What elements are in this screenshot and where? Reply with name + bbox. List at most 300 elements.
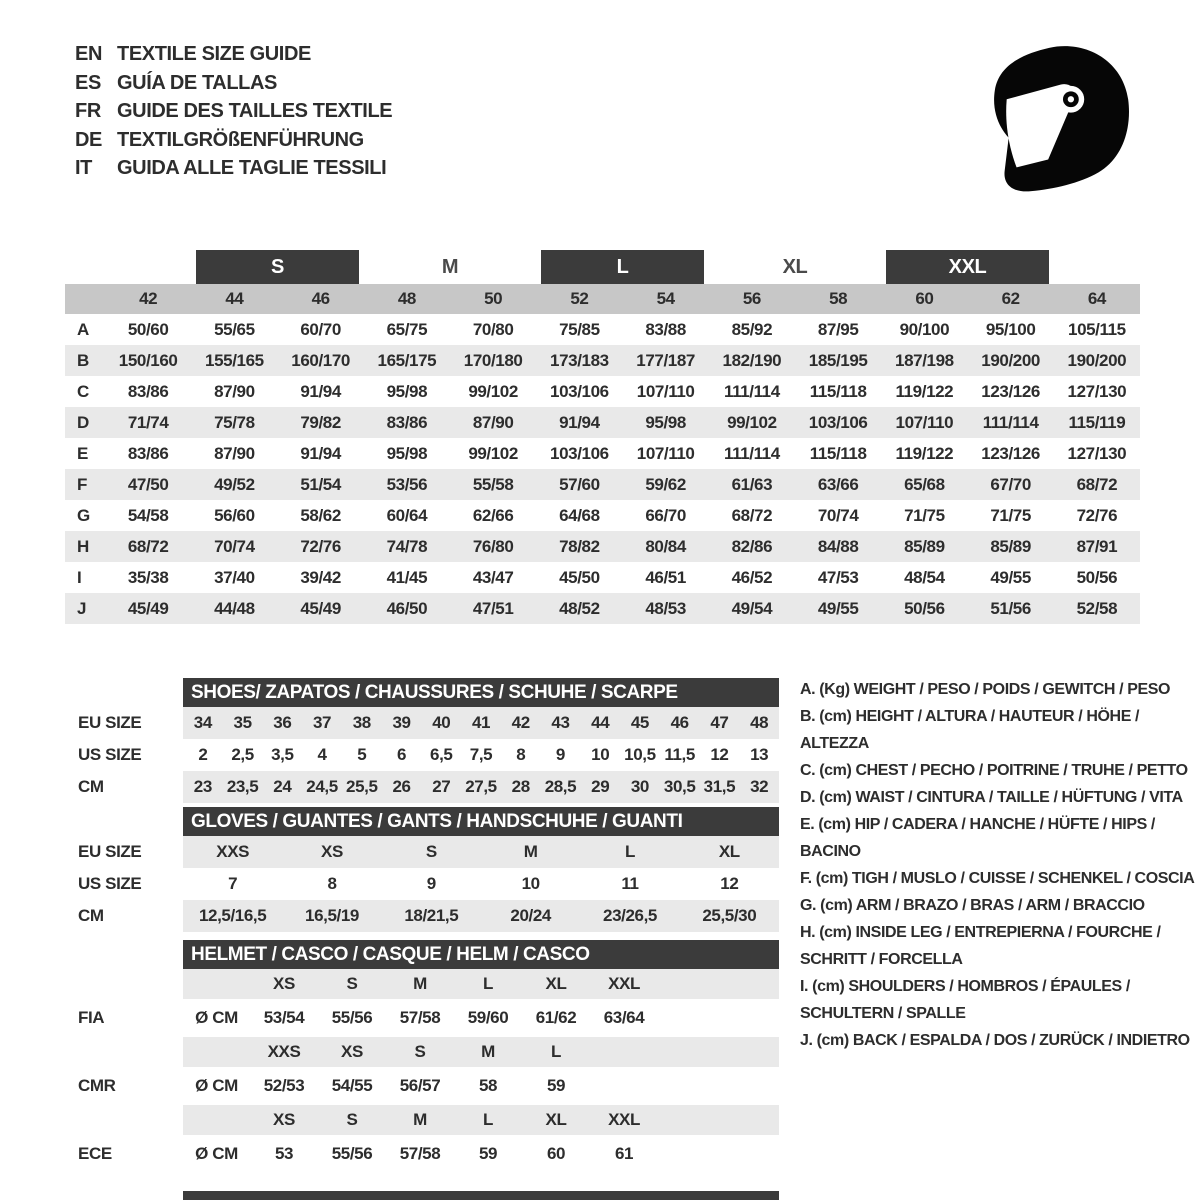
size-value: 6,5 — [430, 745, 453, 764]
size-value: 25,5/30 — [702, 906, 757, 925]
cutoff-section-bar — [183, 1191, 779, 1200]
gloves-size-section — [78, 807, 779, 932]
measure-row-d — [65, 407, 1140, 438]
helmet-values — [183, 1067, 779, 1105]
helmet-value-row — [78, 1067, 779, 1105]
helmet-size-value: 61/62 — [535, 1008, 577, 1027]
numeric-size: 64 — [1087, 289, 1106, 308]
size-value: 23 — [193, 777, 212, 796]
size-value: 37 — [313, 713, 332, 732]
size-value: 26 — [392, 777, 411, 796]
legend-item-b: B. (cm) HEIGHT / ALTURA / HAUTEUR / HÖHE / ALTEZZA — [800, 708, 1140, 752]
measure-cell: 65/68 — [904, 474, 945, 494]
measure-cell: 91/94 — [300, 381, 341, 401]
numeric-size: 56 — [742, 289, 761, 308]
size-value: 10 — [521, 874, 540, 893]
helmet-value-row — [78, 999, 779, 1037]
diameter-unit: Ø CM — [195, 1008, 238, 1027]
measure-row-label: A — [77, 319, 89, 339]
measure-row-j — [65, 593, 1140, 624]
section-row — [78, 836, 779, 868]
measure-cell: 127/130 — [1067, 443, 1127, 463]
measure-cell: 119/122 — [895, 381, 954, 401]
helmet-size-value: 52/53 — [263, 1076, 305, 1095]
language-title: TEXTILGRÖßENFÜHRUNG — [117, 128, 364, 151]
numeric-size: 52 — [570, 289, 589, 308]
row-label-eu-size: EU SIZE — [78, 713, 142, 732]
measure-row-b — [65, 345, 1140, 376]
language-row — [75, 69, 392, 98]
measure-cell: 71/75 — [904, 505, 945, 525]
size-value: 24 — [273, 777, 292, 796]
standard-label-fia: FIA — [78, 1008, 105, 1027]
measure-cell: 49/55 — [990, 567, 1031, 587]
helmet-size-label: L — [483, 974, 493, 993]
measure-cell: 85/89 — [990, 536, 1031, 556]
measure-cell: 85/89 — [904, 536, 945, 556]
measure-row-label: B — [77, 350, 89, 370]
measure-cell: 45/50 — [559, 567, 600, 587]
language-title: TEXTILE SIZE GUIDE — [117, 43, 311, 65]
measure-cell: 91/94 — [559, 412, 600, 432]
measure-cell: 111/114 — [723, 443, 780, 463]
helmet-size-label: S — [414, 1042, 426, 1061]
size-value: 47 — [710, 713, 729, 732]
language-code: DE — [75, 128, 102, 151]
legend-item-i: I. (cm) SHOULDERS / HOMBROS / ÉPAULES / SCHULTERN / SPALLE — [800, 978, 1130, 1022]
helmet-size-value: 60 — [546, 1144, 566, 1163]
section-cells — [183, 836, 779, 868]
measure-cell: 78/82 — [559, 536, 600, 556]
language-code: FR — [75, 100, 101, 122]
legend-item-c: C. (cm) CHEST / PECHO / POITRINE / TRUHE / PETTO — [800, 762, 1188, 779]
diameter-unit: Ø CM — [195, 1076, 238, 1095]
measure-cell: 187/198 — [895, 350, 954, 370]
size-value: 48 — [750, 713, 769, 732]
size-group-row — [65, 250, 1140, 284]
size-group-l: L — [541, 250, 704, 284]
helmet-size-value: 55/56 — [331, 1144, 373, 1163]
measure-cell: 47/51 — [472, 598, 514, 618]
helmet-size-value: 61 — [614, 1144, 634, 1163]
measure-cell: 99/102 — [468, 381, 518, 401]
measure-cell: 99/102 — [468, 443, 518, 463]
measure-cell: 48/54 — [904, 567, 945, 587]
section-row — [78, 900, 779, 932]
helmet-size-header-row — [183, 1105, 779, 1135]
language-row — [75, 126, 392, 155]
language-title: GUIDA ALLE TAGLIE TESSILI — [117, 157, 387, 179]
helmet-size-value: 58 — [478, 1076, 498, 1095]
size-value: 23/26,5 — [603, 906, 657, 925]
size-value: S — [425, 842, 437, 861]
size-value: 16,5/19 — [305, 906, 359, 925]
size-group-m: M — [441, 255, 459, 278]
measure-cell: 95/98 — [386, 443, 428, 463]
measure-cell: 48/52 — [559, 598, 600, 618]
section-cells — [183, 739, 779, 771]
measure-cell: 45/49 — [127, 598, 169, 618]
measure-cell: 55/58 — [472, 474, 514, 494]
standard-label-ece: ECE — [78, 1144, 112, 1163]
size-value: 30,5 — [663, 777, 696, 796]
measure-cell: 84/88 — [817, 536, 859, 556]
size-value: 2,5 — [231, 745, 254, 764]
measure-cell: 160/170 — [291, 350, 350, 370]
measure-cell: 70/80 — [472, 319, 514, 339]
measure-row-e — [65, 438, 1140, 469]
size-value: 4 — [317, 745, 327, 764]
measure-cell: 71/74 — [127, 412, 169, 432]
measure-cell: 87/90 — [214, 443, 255, 463]
measure-row-f — [65, 469, 1140, 500]
measure-cell: 68/72 — [127, 536, 169, 556]
measure-cell: 99/102 — [727, 412, 777, 432]
numeric-size: 54 — [656, 289, 675, 308]
measure-cell: 107/110 — [895, 412, 954, 432]
size-value: XS — [321, 842, 343, 861]
unit-spacer — [183, 1105, 250, 1135]
size-value: 12,5/16,5 — [199, 906, 267, 925]
measure-cell: 103/106 — [550, 381, 609, 401]
measure-cell: 119/122 — [895, 443, 954, 463]
measure-cell: 51/54 — [300, 474, 341, 494]
measure-cell: 53/56 — [386, 474, 428, 494]
measure-cell: 49/55 — [817, 598, 859, 618]
size-group-xl: XL — [782, 255, 808, 278]
size-value: 40 — [432, 713, 451, 732]
language-row — [75, 97, 392, 126]
helmet-size-label: L — [483, 1110, 493, 1129]
standard-label-cmr: CMR — [78, 1076, 116, 1095]
size-value: 24,5 — [306, 777, 338, 796]
measure-cell: 70/74 — [214, 536, 255, 556]
measure-cell: 57/60 — [559, 474, 600, 494]
measure-cell: 56/60 — [214, 505, 255, 525]
legend-item-d: D. (cm) WAIST / CINTURA / TAILLE / HÜFTUNG / VITA — [800, 789, 1183, 806]
numeric-size: 48 — [397, 289, 416, 308]
language-code: ES — [75, 71, 101, 94]
size-value: 13 — [750, 745, 769, 764]
measure-row-label: G — [77, 505, 90, 525]
section-title-shoes: SHOES/ ZAPATOS / CHAUSSURES / SCHUHE / SCARPE — [183, 678, 779, 707]
measure-cell: 49/54 — [731, 598, 773, 618]
size-value: 8 — [516, 745, 526, 764]
size-value: 18/21,5 — [404, 906, 459, 925]
measure-cell: 67/70 — [990, 474, 1031, 494]
measure-cell: 47/53 — [817, 567, 859, 587]
measure-cell: 75/85 — [559, 319, 600, 339]
measure-cell: 103/106 — [550, 443, 609, 463]
measure-cell: 95/98 — [386, 381, 428, 401]
language-code: IT — [75, 157, 92, 179]
measure-row-label: F — [77, 474, 87, 494]
measure-cell: 83/88 — [645, 319, 686, 339]
measurement-legend — [800, 676, 1198, 1054]
helmet-size-value: 59/60 — [467, 1008, 509, 1027]
measure-cell: 177/187 — [636, 350, 695, 370]
helmet-size-value: 53 — [274, 1144, 294, 1163]
legend-item-a: A. (Kg) WEIGHT / PESO / POIDS / GEWITCH / PESO — [800, 681, 1171, 698]
helmet-size-value: 53/54 — [263, 1008, 305, 1027]
size-value: 28,5 — [544, 777, 577, 796]
measure-cell: 82/86 — [731, 536, 773, 556]
measure-cell: 35/38 — [127, 567, 169, 587]
size-value: 41 — [471, 713, 491, 732]
size-value: 9 — [555, 745, 565, 764]
size-value: 38 — [352, 713, 371, 732]
measure-row-label: D — [77, 412, 89, 432]
measure-cell: 71/75 — [990, 505, 1031, 525]
numeric-size: 62 — [1001, 289, 1020, 308]
helmet-size-label: XXS — [267, 1042, 301, 1061]
numeric-size: 58 — [829, 289, 848, 308]
measure-cell: 43/47 — [472, 567, 514, 587]
measure-cell: 70/74 — [817, 505, 859, 525]
measure-cell: 61/63 — [731, 474, 773, 494]
measure-cell: 111/114 — [982, 412, 1039, 432]
size-value: 25,5 — [346, 777, 378, 796]
size-value: 36 — [273, 713, 292, 732]
measure-cell: 66/70 — [645, 505, 686, 525]
size-value: 23,5 — [226, 777, 259, 796]
helmet-size-label: L — [551, 1042, 561, 1061]
size-value: 27,5 — [465, 777, 497, 796]
legend-item-e: E. (cm) HIP / CADERA / HANCHE / HÜFTE / HIPS / BACINO — [800, 816, 1155, 860]
measure-cell: 83/86 — [127, 443, 169, 463]
textile-size-table — [65, 250, 1140, 624]
numeric-size: 44 — [225, 289, 244, 308]
size-value: 31,5 — [703, 777, 736, 796]
section-row — [78, 739, 779, 771]
measure-cell: 185/195 — [808, 350, 868, 370]
size-value: 34 — [193, 713, 212, 732]
measure-cell: 87/90 — [472, 412, 514, 432]
measure-cell: 150/160 — [118, 350, 178, 370]
measure-cell: 123/126 — [981, 443, 1040, 463]
measure-row-h — [65, 531, 1140, 562]
size-value: 39 — [392, 713, 411, 732]
helmet-values — [183, 999, 779, 1037]
helmet-size-label: XS — [341, 1042, 363, 1061]
measure-cell: 60/64 — [386, 505, 428, 525]
section-cells — [183, 868, 779, 900]
helmet-size-value: 57/58 — [399, 1008, 441, 1027]
measure-cell: 91/94 — [300, 443, 341, 463]
size-value: 10,5 — [624, 745, 656, 764]
size-value: 28 — [511, 777, 530, 796]
shoes-size-section — [78, 678, 779, 803]
helmet-size-header-row — [183, 1037, 779, 1067]
measure-cell: 68/72 — [731, 505, 773, 525]
helmet-size-label: XL — [545, 1110, 567, 1129]
numeric-size: 42 — [139, 289, 158, 308]
measure-row-label: I — [77, 567, 82, 587]
size-value: M — [523, 842, 538, 861]
measure-cell: 51/56 — [990, 598, 1031, 618]
language-row — [75, 154, 392, 183]
size-value: 11 — [621, 874, 639, 893]
size-value: 20/24 — [510, 906, 551, 925]
measure-cell: 95/100 — [985, 319, 1036, 339]
size-value: 43 — [551, 713, 570, 732]
diameter-unit: Ø CM — [195, 1144, 238, 1163]
section-row — [78, 771, 779, 803]
measure-cell: 64/68 — [559, 505, 600, 525]
measure-cell: 123/126 — [981, 381, 1040, 401]
helmet-size-label: XXL — [608, 974, 640, 993]
numeric-size-spacer — [65, 284, 105, 314]
measure-cell: 87/95 — [817, 319, 859, 339]
helmet-size-label: XXL — [608, 1110, 640, 1129]
measure-cell: 65/75 — [386, 319, 428, 339]
measure-cell: 37/40 — [214, 567, 255, 587]
measure-cell: 39/42 — [300, 567, 341, 587]
size-value: 5 — [357, 745, 367, 764]
measure-cell: 190/200 — [981, 350, 1040, 370]
measure-row-label: J — [77, 598, 87, 618]
section-cells — [183, 771, 779, 803]
numeric-size: 60 — [915, 289, 934, 308]
legend-item-f: F. (cm) TIGH / MUSLO / CUISSE / SCHENKEL / COSCIA — [800, 870, 1195, 887]
helmet-size-label: XS — [273, 974, 295, 993]
size-value: 46 — [670, 713, 689, 732]
size-value: 3,5 — [271, 745, 294, 764]
measure-cell: 48/53 — [645, 598, 686, 618]
size-value: XXS — [216, 842, 250, 861]
measure-cell: 75/78 — [214, 412, 255, 432]
measure-cell: 41/45 — [386, 567, 428, 587]
measure-cell: 115/118 — [809, 381, 867, 401]
size-value: 12 — [710, 745, 729, 764]
size-value: 45 — [630, 713, 649, 732]
helmet-size-value: 59 — [478, 1144, 498, 1163]
helmet-icon — [982, 40, 1140, 198]
measure-cell: 68/72 — [1076, 474, 1118, 494]
helmet-size-label: XL — [545, 974, 567, 993]
measure-cell: 87/90 — [214, 381, 255, 401]
size-value: 7 — [228, 874, 238, 893]
language-title: GUIDE DES TAILLES TEXTILE — [117, 100, 393, 122]
measure-row-label: C — [77, 381, 89, 401]
measure-cell: 58/62 — [300, 505, 341, 525]
helmet-size-section — [78, 940, 779, 1173]
measure-cell: 54/58 — [127, 505, 169, 525]
measure-cell: 107/110 — [636, 381, 695, 401]
measure-cell: 85/92 — [731, 319, 773, 339]
helmet-size-value: 59 — [546, 1076, 566, 1095]
legend-item-j: J. (cm) BACK / ESPALDA / DOS / ZURÜCK / INDIETRO — [800, 1032, 1190, 1049]
helmet-size-label: S — [346, 974, 358, 993]
legend-item-g: G. (cm) ARM / BRAZO / BRAS / ARM / BRACCIO — [800, 897, 1145, 914]
helmet-size-value: 55/56 — [331, 1008, 373, 1027]
section-row — [78, 868, 779, 900]
measure-cell: 95/98 — [645, 412, 686, 432]
measure-cell: 44/48 — [214, 598, 255, 618]
language-code: EN — [75, 43, 102, 65]
size-value: 10 — [591, 745, 610, 764]
helmet-size-label: M — [413, 1110, 427, 1129]
language-title: GUÍA DE TALLAS — [117, 71, 277, 94]
measure-cell: 50/56 — [904, 598, 945, 618]
numeric-size-row — [65, 284, 1140, 314]
measure-row-label: H — [77, 536, 89, 556]
size-value: 35 — [233, 713, 252, 732]
size-group-s: S — [196, 250, 359, 284]
measure-cell: 80/84 — [645, 536, 686, 556]
size-value: 42 — [511, 713, 530, 732]
measure-cell: 79/82 — [300, 412, 341, 432]
row-label-cm: CM — [78, 777, 104, 796]
section-title-helmet: HELMET / CASCO / CASQUE / HELM / CASCO — [183, 940, 779, 969]
size-value: 7,5 — [469, 745, 493, 764]
row-label-eu-size: EU SIZE — [78, 842, 142, 861]
unit-spacer — [183, 969, 250, 999]
size-value: 8 — [327, 874, 337, 893]
measure-cell: 59/62 — [645, 474, 686, 494]
section-cells — [183, 900, 779, 932]
measure-row-a — [65, 314, 1140, 345]
measure-cell: 62/66 — [472, 505, 514, 525]
section-title-gloves: GLOVES / GUANTES / GANTS / HANDSCHUHE / GUANTI — [183, 807, 779, 836]
measure-cell: 83/86 — [127, 381, 169, 401]
measure-cell: 46/51 — [645, 567, 686, 587]
size-value: 29 — [591, 777, 610, 796]
measure-cell: 60/70 — [300, 319, 341, 339]
helmet-size-header-row — [183, 969, 779, 999]
numeric-size: 46 — [311, 289, 330, 308]
measure-cell: 105/115 — [1068, 319, 1126, 339]
measure-row-label: E — [77, 443, 88, 463]
size-value: 44 — [591, 713, 610, 732]
helmet-size-label: XS — [273, 1110, 295, 1129]
size-value: XL — [718, 842, 740, 861]
measure-cell: 45/49 — [300, 598, 341, 618]
measure-cell: 107/110 — [636, 443, 695, 463]
helmet-value-row — [78, 1135, 779, 1173]
measure-cell: 50/60 — [127, 319, 169, 339]
measure-cell: 49/52 — [214, 474, 255, 494]
helmet-size-value: 57/58 — [399, 1144, 441, 1163]
size-value: 11,5 — [664, 745, 695, 764]
size-value: 30 — [630, 777, 649, 796]
measure-cell: 115/118 — [809, 443, 867, 463]
language-row — [75, 40, 392, 69]
section-cells — [183, 707, 779, 739]
helmet-size-label: M — [481, 1042, 495, 1061]
measure-cell: 115/119 — [1068, 412, 1126, 432]
helmet-values — [183, 1135, 779, 1173]
measure-cell: 72/76 — [1076, 505, 1118, 525]
measure-cell: 47/50 — [127, 474, 169, 494]
measure-cell: 50/56 — [1076, 567, 1118, 587]
helmet-size-label: M — [413, 974, 427, 993]
row-label-us-size: US SIZE — [78, 874, 142, 893]
size-group-xxl: XXL — [886, 250, 1049, 284]
measure-cell: 83/86 — [386, 412, 428, 432]
measure-cell: 165/175 — [377, 350, 437, 370]
row-label-cm: CM — [78, 906, 104, 925]
measure-row-i — [65, 562, 1140, 593]
size-value: 2 — [198, 745, 208, 764]
size-value: 6 — [396, 745, 407, 764]
measure-cell: 155/165 — [205, 350, 264, 370]
measure-cell: 46/50 — [386, 598, 428, 618]
measure-cell: 170/180 — [463, 350, 523, 370]
measure-cell: 111/114 — [723, 381, 780, 401]
measure-cell: 55/65 — [214, 319, 255, 339]
measure-cell: 182/190 — [722, 350, 782, 370]
